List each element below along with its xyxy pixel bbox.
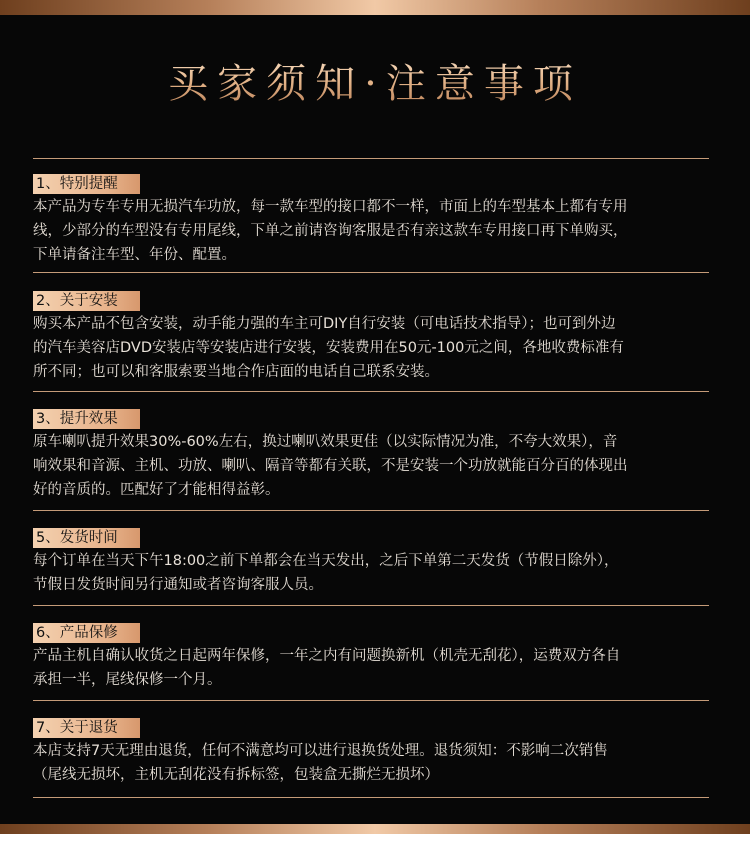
section-returns (33, 717, 713, 787)
text-line: 每个订单在当天下午18:00之前下单都会在当天发出，之后下单第二天发货（节假日除外）， (33, 553, 619, 569)
section-improvement (33, 408, 713, 502)
text-line: 本店支持7天无理由退货，任何不满意均可以进行退换货处理。退货须知：不影响二次销售 (33, 743, 608, 759)
section-body (33, 739, 713, 787)
text-line: （尾线无损坏，主机无刮花没有拆标签，包装盒无撕烂无损坏） (33, 767, 439, 783)
section-body (33, 549, 713, 597)
text-line: 节假日发货时间另行通知或者咨询客服人员。 (33, 577, 323, 593)
divider-line (33, 510, 709, 511)
bottom-gold-bar (0, 824, 750, 834)
section-special-reminder (33, 173, 713, 267)
section-installation (33, 290, 713, 384)
section-label: 7、关于退货 (33, 718, 140, 738)
text-line: 下单请备注车型、年份、配置。 (33, 247, 236, 263)
top-gold-bar (0, 0, 750, 15)
page-title: 买家须知·注意事项 (0, 58, 750, 110)
text-line: 线，少部分的车型没有专用尾线，下单之前请咨询客服是否有亲这款车专用接口再下单购买， (33, 223, 628, 239)
text-line: 本产品为专车专用无损汽车功放，每一款车型的接口都不一样，市面上的车型基本上都有专用 (33, 199, 628, 215)
section-label: 6、产品保修 (33, 623, 140, 643)
text-line: 所不同；也可以和客服索要当地合作店面的电话自己联系安装。 (33, 364, 439, 380)
section-body (33, 195, 713, 267)
section-label: 3、提升效果 (33, 409, 140, 429)
text-line: 购买本产品不包含安装，动手能力强的车主可DIY自行安装（可电话技术指导）；也可到外边 (33, 316, 616, 332)
divider-line (33, 391, 709, 392)
text-line: 的汽车美容店DVD安装店等安装店进行安装，安装费用在50元-100元之间，各地收费标准有 (33, 340, 624, 356)
text-line: 好的音质的。匹配好了才能相得益彰。 (33, 482, 280, 498)
text-line: 产品主机自确认收货之日起两年保修，一年之内有问题换新机（机壳无刮花），运费双方各自 (33, 648, 621, 664)
section-label: 5、发货时间 (33, 528, 140, 548)
text-line: 承担一半，尾线保修一个月。 (33, 672, 222, 688)
section-warranty (33, 622, 713, 692)
divider-line (33, 605, 709, 606)
section-body (33, 644, 713, 692)
divider-line (33, 158, 709, 159)
section-body (33, 312, 713, 384)
divider-line (33, 797, 709, 798)
section-shipping (33, 527, 713, 597)
section-label: 2、关于安装 (33, 291, 140, 311)
text-line: 原车喇叭提升效果30%-60%左右，换过喇叭效果更佳（以实际情况为准，不夸大效果），音 (33, 434, 618, 450)
divider-line (33, 272, 709, 273)
section-label: 1、特别提醒 (33, 174, 140, 194)
section-body (33, 430, 713, 502)
divider-line (33, 700, 709, 701)
text-line: 响效果和音源、主机、功放、喇叭、隔音等都有关联，不是安装一个功放就能百分百的体现出 (33, 458, 628, 474)
